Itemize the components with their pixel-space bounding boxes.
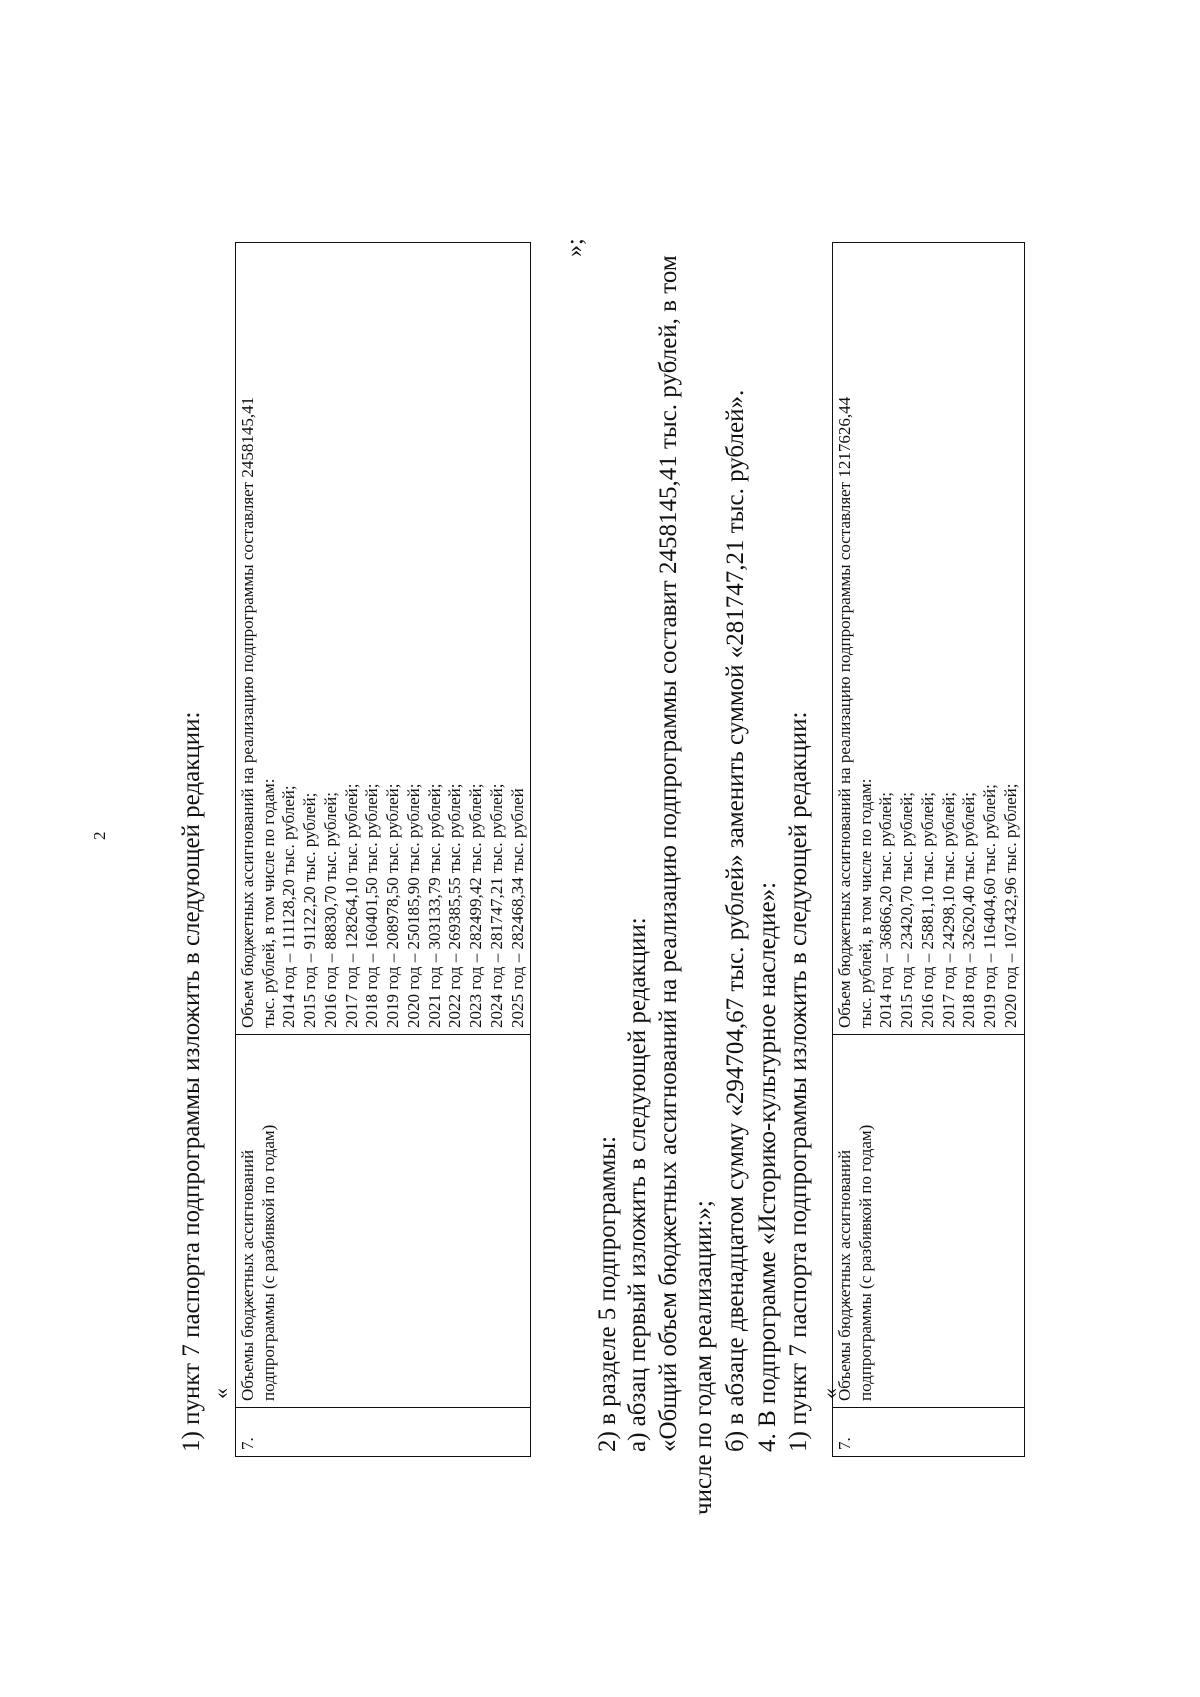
table-row xyxy=(236,243,531,1457)
value-line: 2020 год – 107432,96 тыс. рублей; xyxy=(1000,783,1020,1028)
value-line: 2016 год – 25881,10 тыс. рублей; xyxy=(917,792,937,1028)
value-line: 2015 год – 23420,70 тыс. рублей; xyxy=(897,792,917,1028)
value-line: 2017 год – 128264,10 тыс. рублей; xyxy=(341,783,361,1028)
value-line: 2020 год – 250185,90 тыс. рублей; xyxy=(403,783,423,1028)
value-line: Объем бюджетных ассигнований на реализацию подпрограммы составляет 1217626,44 xyxy=(835,396,854,1028)
value-line: 2019 год – 116404,60 тыс. рублей; xyxy=(980,784,1000,1028)
section-5-heading: 2) в разделе 5 подпрограммы: xyxy=(594,1135,621,1452)
value-line: Объем бюджетных ассигнований на реализацию подпрограммы составляет 2458145,41 xyxy=(238,396,257,1028)
paragraph-b: б) в абзаце двенадцатом сумму «294704,67 тыс. рублей» заменить суммой «281747,21 тыс. рублей». xyxy=(722,389,749,1452)
close-quote: »; xyxy=(562,238,588,257)
open-quote-2: « xyxy=(817,1388,842,1399)
table-1-name: Объемы бюджетных ассигнований подпрограммы (с разбивкой по годам) xyxy=(236,1035,531,1408)
value-line: 2024 год – 281747,21 тыс. рублей; xyxy=(486,783,506,1028)
table-1-values xyxy=(236,243,531,1035)
item-1b-heading: 1) пункт 7 паспорта подпрограммы изложить в следующей редакции: xyxy=(785,711,812,1452)
value-line: 2022 год – 269385,55 тыс. рублей; xyxy=(445,783,465,1028)
paragraph-a-quote-line-2: числе по годам реализации:»; xyxy=(690,1200,717,1515)
value-line: 2014 год – 111128,20 тыс. рублей; xyxy=(279,785,299,1028)
value-line: 2015 год – 91122,20 тыс. рублей; xyxy=(300,792,320,1028)
table-row xyxy=(833,243,1025,1457)
table-1 xyxy=(235,242,531,1457)
table-2-name: Объемы бюджетных ассигнований подпрограммы (с разбивкой по годам) xyxy=(833,1035,1025,1408)
value-line: 2018 год – 32620,40 тыс. рублей; xyxy=(959,792,979,1028)
item-1-heading: 1) пункт 7 паспорта подпрограммы изложить в следующей редакции: xyxy=(178,711,205,1452)
value-line: 2014 год – 36866,20 тыс. рублей; xyxy=(876,792,896,1028)
section-4-heading: 4. В подпрограмме «Историко-культурное наследие»: xyxy=(754,881,781,1452)
table-2-num: 7. xyxy=(833,1408,1025,1457)
value-line: 2019 год – 208978,50 тыс. рублей; xyxy=(383,783,403,1028)
paragraph-a-quote-line-1: «Общий объем бюджетных ассигнований на реализацию подпрограммы составит 2458145,41 тыс. рублей, в том xyxy=(655,255,682,1452)
value-line: 2017 год – 24298,10 тыс. рублей; xyxy=(938,792,958,1028)
open-quote: « xyxy=(208,1388,233,1399)
table-2-values xyxy=(833,243,1025,1035)
table-1-num: 7. xyxy=(236,1408,531,1457)
page-number: 2 xyxy=(90,831,109,840)
value-line: 2025 год – 282468,34 тыс. рублей xyxy=(507,788,527,1028)
value-line: тыс. рублей, в том числе по годам: xyxy=(855,778,875,1028)
value-line: 2016 год – 88830,70 тыс. рублей; xyxy=(320,792,340,1028)
value-line: 2023 год – 282499,42 тыс. рублей; xyxy=(466,783,486,1028)
table-2 xyxy=(832,242,1025,1457)
value-line: 2021 год – 303133,79 тыс. рублей; xyxy=(424,783,444,1028)
value-line: 2018 год – 160401,50 тыс. рублей; xyxy=(362,783,382,1028)
value-line: тыс. рублей, в том числе по годам: xyxy=(258,778,278,1028)
paragraph-a: а) абзац первый изложить в следующей редакции: xyxy=(624,917,651,1452)
